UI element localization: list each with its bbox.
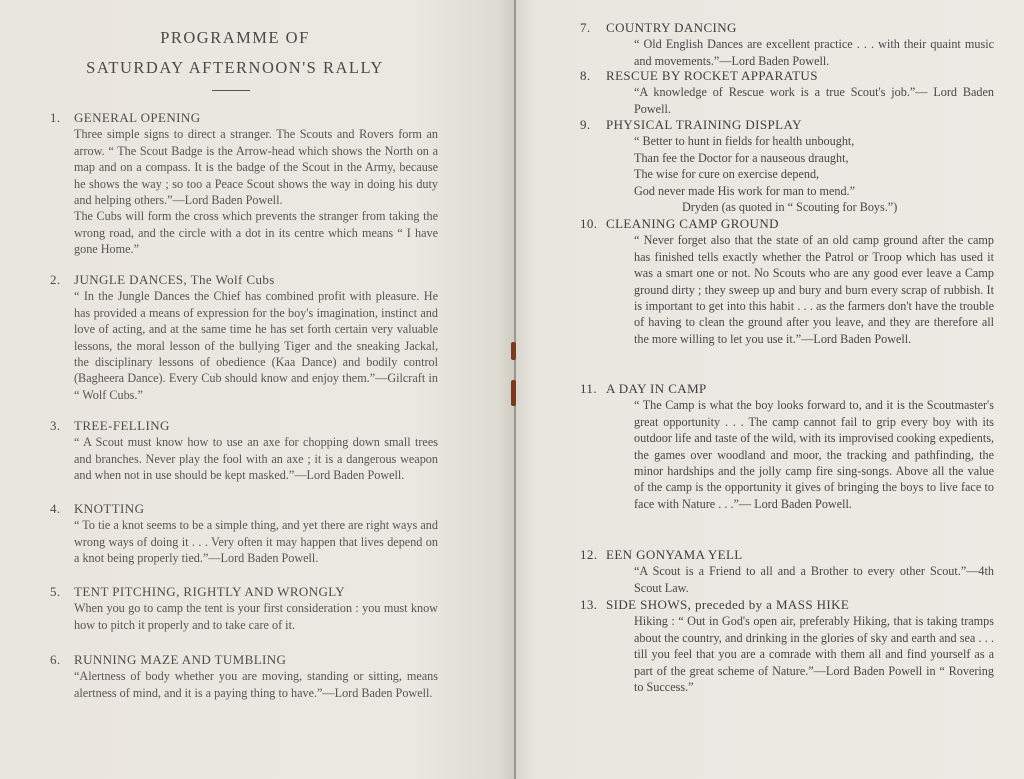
poem-attribution: Dryden (as quoted in “ Scouting for Boys.”) bbox=[682, 200, 898, 215]
programme-title-line2: SATURDAY AFTERNOON'S RALLY bbox=[86, 58, 384, 77]
programme-item-7 bbox=[580, 20, 994, 69]
item-number: 6. bbox=[50, 652, 61, 667]
item-number: 13. bbox=[580, 597, 598, 612]
programme-item-2 bbox=[50, 272, 438, 403]
item-body-continued: The Cubs will form the cross which prevents the stranger from taking the wrong road, and the circle with a dot in its centre which means “ I have gone Home.” bbox=[74, 209, 438, 257]
item-title: A DAY IN CAMP bbox=[606, 381, 707, 396]
item-number: 12. bbox=[580, 547, 598, 562]
programme-item-5 bbox=[50, 584, 438, 633]
item-number: 5. bbox=[50, 584, 61, 599]
programme-item-8 bbox=[580, 68, 994, 117]
item-title: RESCUE BY ROCKET APPARATUS bbox=[606, 68, 818, 83]
item-title: KNOTTING bbox=[74, 501, 145, 516]
programme-item-6 bbox=[50, 652, 438, 701]
programme-item-13 bbox=[580, 597, 994, 695]
item-title: TREE-FELLING bbox=[74, 418, 170, 433]
item-title: SIDE SHOWS, preceded by a MASS HIKE bbox=[606, 597, 850, 612]
item-title: CLEANING CAMP GROUND bbox=[606, 216, 779, 231]
item-body: When you go to camp the tent is your first consideration : you must know how to pitch it properly and to take care of it. bbox=[74, 601, 438, 632]
item-title: EEN GONYAMA YELL bbox=[606, 547, 743, 562]
item-body: Hiking : “ Out in God's open air, preferably Hiking, that is taking tramps about the country, and drinking in the glories of sky and earth and sea . . . till you feel that you are a comrade with them all and find yourself as a part of the great scheme of Nature.”—Lord Baden Powell in “ Rovering to Success.” bbox=[634, 614, 994, 695]
item-title: TENT PITCHING, RIGHTLY AND WRONGLY bbox=[74, 584, 346, 599]
item-body: “ To tie a knot seems to be a simple thing, and yet there are right ways and wrong ways of doing it . . . Very often it may happen that lives depend on a knot being properly tied.”—Lord Baden Powell. bbox=[74, 518, 438, 566]
item-number: 7. bbox=[580, 20, 591, 35]
programme-item-3 bbox=[50, 418, 438, 484]
item-number: 4. bbox=[50, 501, 61, 516]
item-body: Three simple signs to direct a stranger. The Scouts and Rovers form an arrow. “ The Scout Badge is the Arrow-head which shows the North on a map and on a compass. It is the badge of the Scout in the Army, because he shows the way ; so too a Peace Scout shows the way in doing his duty and helping others.”—Lord Baden Powell. bbox=[74, 127, 438, 208]
item-body: “Alertness of body whether you are moving, standing or sitting, means alertness of mind, and it is a paying thing to have.”—Lord Baden Powell. bbox=[74, 669, 438, 700]
item-number: 11. bbox=[580, 381, 597, 396]
item-body: “ Old English Dances are excellent practice . . . with their quaint music and movements.”—Lord Baden Powell. bbox=[634, 37, 994, 68]
item-title: PHYSICAL TRAINING DISPLAY bbox=[606, 117, 802, 132]
poem-line: The wise for cure on exercise depend, bbox=[634, 167, 820, 182]
item-body: “ The Camp is what the boy looks forward to, and it is the Scoutmaster's great opportunity . . . The camp cannot fail to grip every boy with its outdoor life and taste of the wild, with its improvised cooking expedients, the games over woodland and moor, the tracking and pathfinding, the minor hardships and the jolly camp fire sing-songs. Above all the value of the camp is the opportunity it gives of bringing the boys to live face to face with Nature . . .”— Lord Baden Powell. bbox=[634, 398, 994, 511]
item-body: “A Scout is a Friend to all and a Brother to every other Scout.”—4th Scout Law. bbox=[634, 564, 994, 595]
item-number: 10. bbox=[580, 216, 598, 231]
poem-line: “ Better to hunt in fields for health unbought, bbox=[634, 134, 855, 149]
programme-item-11 bbox=[580, 381, 994, 512]
item-body: “ Never forget also that the state of an old camp ground after the camp has finished tells exactly whether the Patrol or Troop which has used it was a smart one or not. No Scouts who are any good ever leave a Camp ground dirty ; they sweep up and bury and burn every scrap of rubbish. It is important to get into this habit . . . as the farmers don't have the trouble of having to clean the ground after you leave, and they are therefore all the more willing to let you use it.”—Lord Baden Powell. bbox=[634, 233, 994, 346]
title-divider bbox=[212, 90, 250, 91]
programme-item-1 bbox=[50, 110, 438, 258]
item-title: GENERAL OPENING bbox=[74, 110, 201, 125]
item-body: “A knowledge of Rescue work is a true Scout's job.”— Lord Baden Powell. bbox=[634, 85, 994, 116]
programme-item-12 bbox=[580, 547, 994, 596]
programme-item-9 bbox=[580, 117, 994, 215]
item-number: 8. bbox=[580, 68, 591, 83]
item-number: 1. bbox=[50, 110, 61, 125]
item-number: 2. bbox=[50, 272, 61, 287]
item-body: “ In the Jungle Dances the Chief has combined profit with pleasure. He has provided a means of expression for the boy's imagination, instinct and love of acting, and at the same time he has set forth certain very valuable lessons, the moral lesson of the bullying Tiger and the sneaking Jackal, the disciplinary lessons of obedience (Kaa Dance) and bodily control (Bagheera Dance). Every Cub should know and enjoy them.”—Gilcraft in “ Wolf Cubs.” bbox=[74, 289, 438, 402]
item-body: “ A Scout must know how to use an axe for chopping down small trees and branches. Never play the fool with an axe ; it is a dangerous weapon and when not in use should be kept masked.”—Lord Baden Powell. bbox=[74, 435, 438, 483]
item-title: COUNTRY DANCING bbox=[606, 20, 737, 35]
programme-title-line1: PROGRAMME OF bbox=[160, 28, 310, 47]
item-title: JUNGLE DANCES, The Wolf Cubs bbox=[74, 272, 275, 287]
programme-item-4 bbox=[50, 501, 438, 567]
right-page bbox=[516, 0, 1024, 779]
item-number: 9. bbox=[580, 117, 591, 132]
poem-line: Than fee the Doctor for a nauseous draught, bbox=[634, 150, 849, 165]
poem-line: God never made His work for man to mend.” bbox=[634, 183, 856, 198]
programme-item-10 bbox=[580, 216, 994, 347]
item-number: 3. bbox=[50, 418, 61, 433]
item-title: RUNNING MAZE AND TUMBLING bbox=[74, 652, 287, 667]
